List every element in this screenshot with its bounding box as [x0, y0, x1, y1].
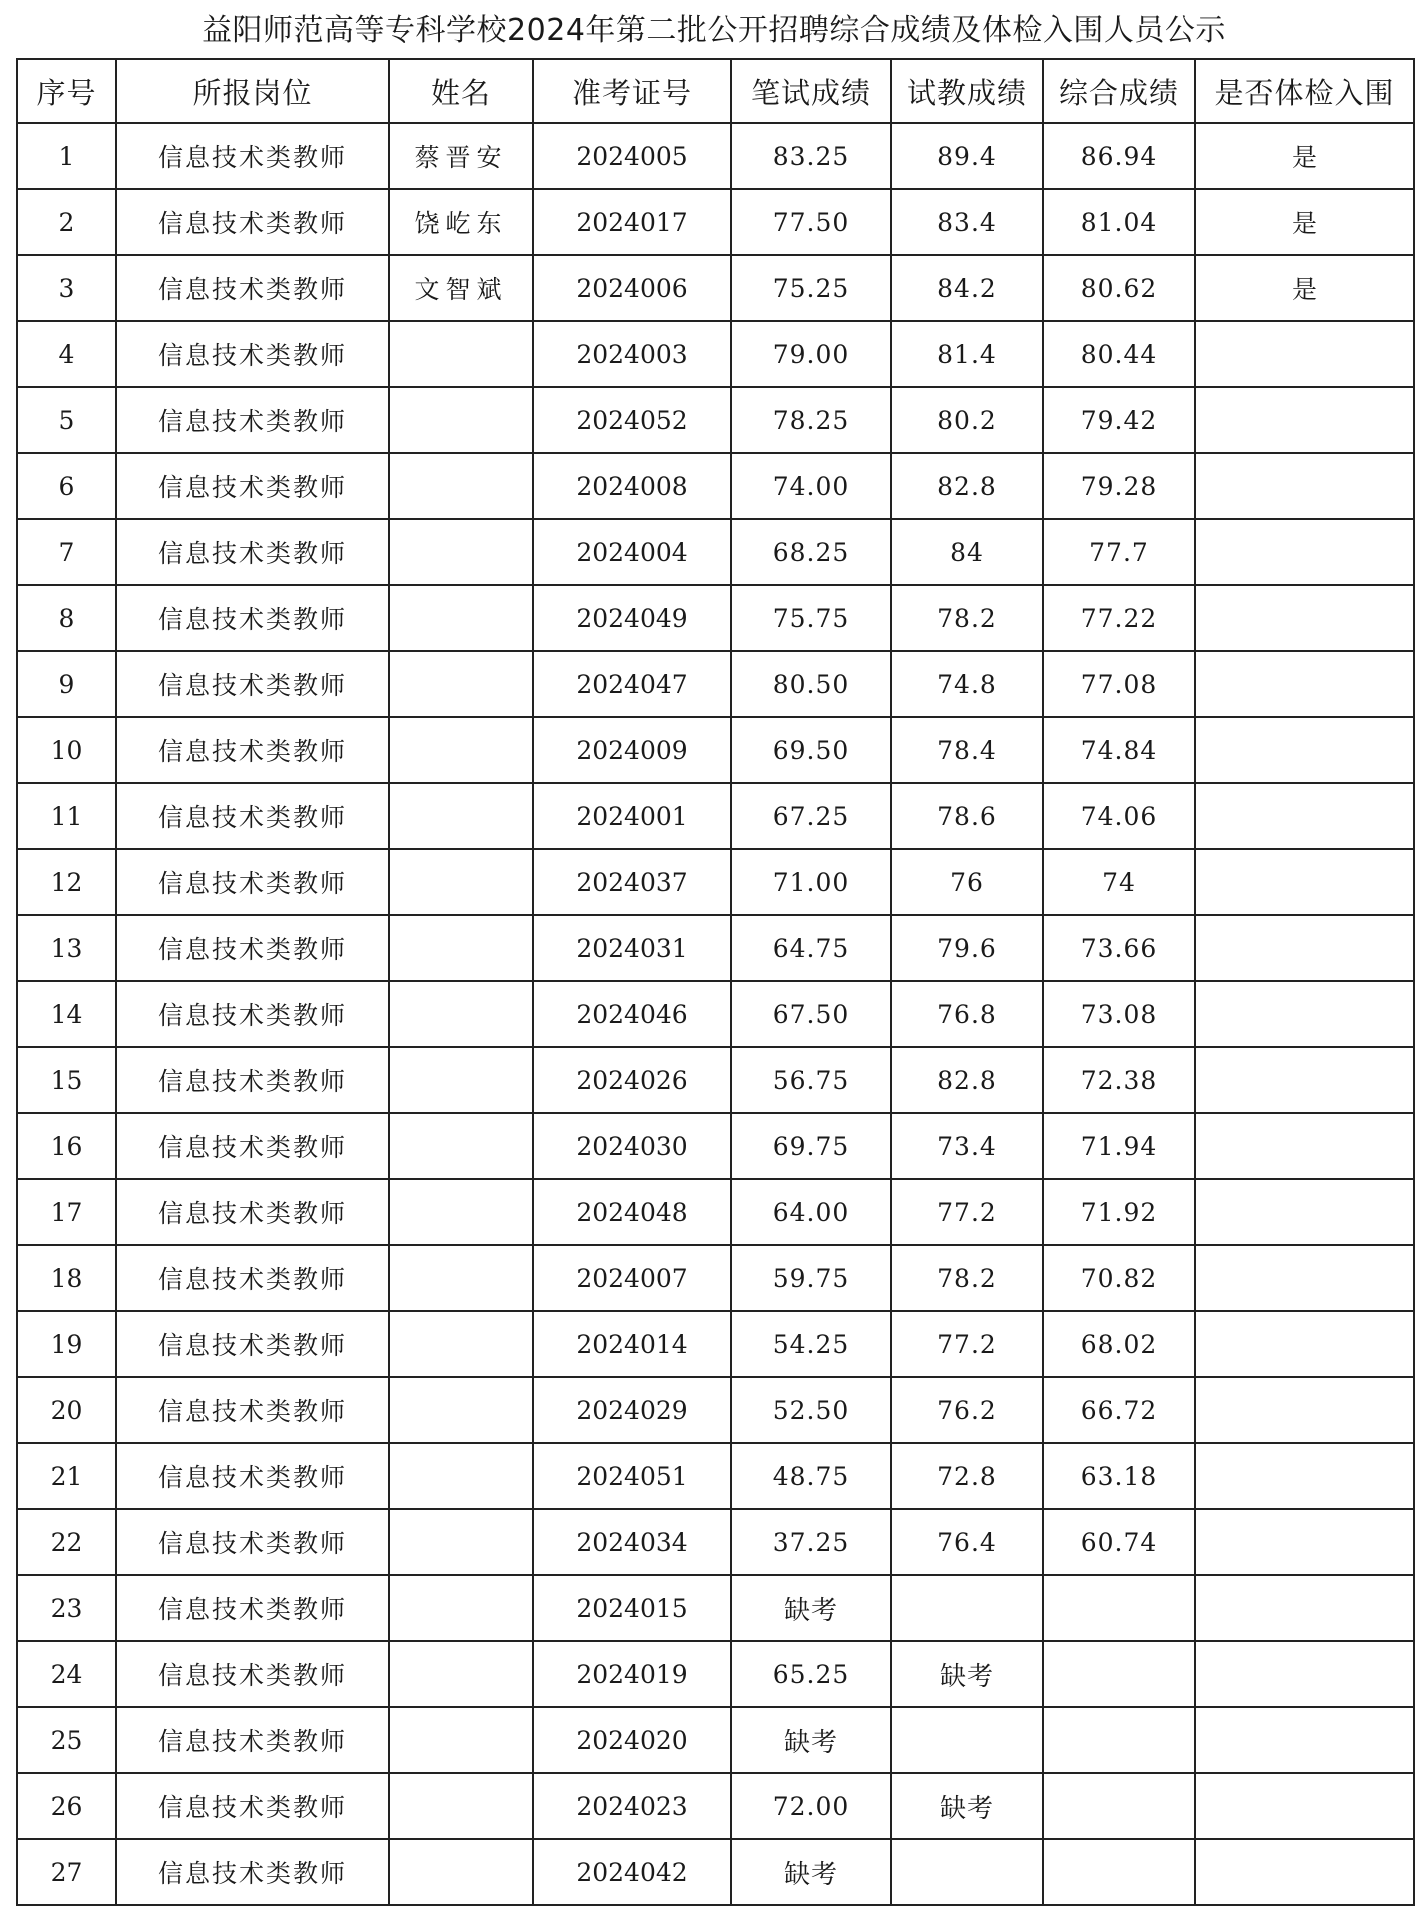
cell-written-score: 80.50	[731, 651, 891, 717]
cell-written-score: 52.50	[731, 1377, 891, 1443]
cell-serial-number: 4	[17, 321, 116, 387]
cell-position: 信息技术类教师	[116, 189, 389, 255]
cell-name	[389, 1575, 533, 1641]
cell-exam-id: 2024006	[533, 255, 731, 321]
cell-exam-id: 2024046	[533, 981, 731, 1047]
cell-composite-score: 86.94	[1043, 123, 1195, 189]
cell-serial-number: 9	[17, 651, 116, 717]
cell-composite-score: 73.66	[1043, 915, 1195, 981]
cell-exam-id: 2024014	[533, 1311, 731, 1377]
cell-teaching-score: 82.8	[891, 1047, 1043, 1113]
table-row	[17, 1839, 1414, 1905]
cell-composite-score: 74	[1043, 849, 1195, 915]
cell-physical-exam	[1195, 1509, 1414, 1575]
cell-position: 信息技术类教师	[116, 783, 389, 849]
cell-physical-exam	[1195, 1773, 1414, 1839]
cell-written-score: 37.25	[731, 1509, 891, 1575]
table-row	[17, 1443, 1414, 1509]
cell-composite-score: 80.44	[1043, 321, 1195, 387]
cell-composite-score	[1043, 1641, 1195, 1707]
cell-serial-number: 6	[17, 453, 116, 519]
cell-position: 信息技术类教师	[116, 1773, 389, 1839]
cell-name	[389, 453, 533, 519]
cell-serial-number: 23	[17, 1575, 116, 1641]
cell-composite-score: 70.82	[1043, 1245, 1195, 1311]
cell-composite-score: 77.08	[1043, 651, 1195, 717]
table-row	[17, 783, 1414, 849]
cell-physical-exam	[1195, 783, 1414, 849]
cell-serial-number: 24	[17, 1641, 116, 1707]
cell-position: 信息技术类教师	[116, 651, 389, 717]
table-row	[17, 651, 1414, 717]
cell-position: 信息技术类教师	[116, 1443, 389, 1509]
cell-serial-number: 16	[17, 1113, 116, 1179]
cell-name	[389, 849, 533, 915]
cell-name	[389, 783, 533, 849]
cell-composite-score: 74.84	[1043, 717, 1195, 783]
cell-serial-number: 13	[17, 915, 116, 981]
cell-position: 信息技术类教师	[116, 1245, 389, 1311]
header-exam-id: 准考证号	[533, 59, 731, 123]
table-row	[17, 1707, 1414, 1773]
cell-exam-id: 2024005	[533, 123, 731, 189]
cell-written-score: 64.00	[731, 1179, 891, 1245]
table-row	[17, 387, 1414, 453]
cell-teaching-score	[891, 1707, 1043, 1773]
cell-written-score: 65.25	[731, 1641, 891, 1707]
header-physical-exam: 是否体检入围	[1195, 59, 1414, 123]
cell-teaching-score: 78.4	[891, 717, 1043, 783]
cell-name	[389, 717, 533, 783]
table-row	[17, 1047, 1414, 1113]
cell-position: 信息技术类教师	[116, 255, 389, 321]
cell-exam-id: 2024048	[533, 1179, 731, 1245]
cell-composite-score: 60.74	[1043, 1509, 1195, 1575]
cell-physical-exam: 是	[1195, 189, 1414, 255]
cell-composite-score	[1043, 1707, 1195, 1773]
cell-position: 信息技术类教师	[116, 717, 389, 783]
cell-exam-id: 2024031	[533, 915, 731, 981]
cell-teaching-score: 76.4	[891, 1509, 1043, 1575]
cell-name	[389, 1707, 533, 1773]
cell-name	[389, 1773, 533, 1839]
cell-name	[389, 1245, 533, 1311]
cell-composite-score: 72.38	[1043, 1047, 1195, 1113]
cell-written-score: 64.75	[731, 915, 891, 981]
cell-written-score: 79.00	[731, 321, 891, 387]
cell-composite-score: 81.04	[1043, 189, 1195, 255]
cell-written-score: 78.25	[731, 387, 891, 453]
cell-position: 信息技术类教师	[116, 1839, 389, 1905]
cell-position: 信息技术类教师	[116, 519, 389, 585]
cell-composite-score: 71.92	[1043, 1179, 1195, 1245]
table-header-row	[17, 59, 1414, 123]
cell-position: 信息技术类教师	[116, 1509, 389, 1575]
table-row	[17, 1179, 1414, 1245]
cell-position: 信息技术类教师	[116, 1641, 389, 1707]
cell-teaching-score: 77.2	[891, 1311, 1043, 1377]
cell-composite-score	[1043, 1839, 1195, 1905]
cell-composite-score: 79.42	[1043, 387, 1195, 453]
cell-written-score: 缺考	[731, 1707, 891, 1773]
cell-written-score: 75.75	[731, 585, 891, 651]
table-row	[17, 981, 1414, 1047]
cell-teaching-score	[891, 1839, 1043, 1905]
cell-teaching-score: 79.6	[891, 915, 1043, 981]
cell-exam-id: 2024020	[533, 1707, 731, 1773]
cell-position: 信息技术类教师	[116, 1311, 389, 1377]
cell-written-score: 67.50	[731, 981, 891, 1047]
cell-written-score: 48.75	[731, 1443, 891, 1509]
cell-serial-number: 15	[17, 1047, 116, 1113]
cell-position: 信息技术类教师	[116, 849, 389, 915]
cell-composite-score	[1043, 1575, 1195, 1641]
cell-teaching-score: 76.8	[891, 981, 1043, 1047]
cell-serial-number: 20	[17, 1377, 116, 1443]
cell-physical-exam	[1195, 717, 1414, 783]
cell-serial-number: 19	[17, 1311, 116, 1377]
cell-position: 信息技术类教师	[116, 1113, 389, 1179]
cell-teaching-score: 84	[891, 519, 1043, 585]
cell-exam-id: 2024037	[533, 849, 731, 915]
cell-position: 信息技术类教师	[116, 1575, 389, 1641]
cell-exam-id: 2024017	[533, 189, 731, 255]
table-row	[17, 915, 1414, 981]
cell-exam-id: 2024052	[533, 387, 731, 453]
header-name: 姓名	[389, 59, 533, 123]
cell-written-score: 67.25	[731, 783, 891, 849]
cell-serial-number: 17	[17, 1179, 116, 1245]
cell-serial-number: 18	[17, 1245, 116, 1311]
cell-teaching-score: 89.4	[891, 123, 1043, 189]
cell-physical-exam	[1195, 1113, 1414, 1179]
cell-physical-exam: 是	[1195, 123, 1414, 189]
cell-teaching-score: 81.4	[891, 321, 1043, 387]
cell-teaching-score: 73.4	[891, 1113, 1043, 1179]
cell-serial-number: 14	[17, 981, 116, 1047]
cell-serial-number: 11	[17, 783, 116, 849]
cell-serial-number: 21	[17, 1443, 116, 1509]
cell-serial-number: 25	[17, 1707, 116, 1773]
table-row	[17, 453, 1414, 519]
cell-name	[389, 1641, 533, 1707]
cell-teaching-score: 80.2	[891, 387, 1043, 453]
cell-exam-id: 2024051	[533, 1443, 731, 1509]
cell-name	[389, 1047, 533, 1113]
table-row	[17, 519, 1414, 585]
cell-teaching-score: 72.8	[891, 1443, 1043, 1509]
cell-physical-exam	[1195, 453, 1414, 519]
cell-name: 文智斌	[389, 255, 533, 321]
cell-name	[389, 519, 533, 585]
cell-physical-exam	[1195, 519, 1414, 585]
table-row	[17, 585, 1414, 651]
cell-teaching-score: 84.2	[891, 255, 1043, 321]
cell-physical-exam	[1195, 1377, 1414, 1443]
cell-teaching-score: 74.8	[891, 651, 1043, 717]
cell-written-score: 72.00	[731, 1773, 891, 1839]
cell-composite-score: 79.28	[1043, 453, 1195, 519]
cell-teaching-score: 78.6	[891, 783, 1043, 849]
cell-exam-id: 2024019	[533, 1641, 731, 1707]
table-row	[17, 849, 1414, 915]
cell-physical-exam	[1195, 1575, 1414, 1641]
cell-composite-score: 77.7	[1043, 519, 1195, 585]
cell-written-score: 68.25	[731, 519, 891, 585]
cell-position: 信息技术类教师	[116, 1047, 389, 1113]
table-row	[17, 717, 1414, 783]
cell-physical-exam	[1195, 981, 1414, 1047]
table-row	[17, 189, 1414, 255]
cell-name	[389, 981, 533, 1047]
header-written-score: 笔试成绩	[731, 59, 891, 123]
cell-composite-score: 73.08	[1043, 981, 1195, 1047]
cell-name	[389, 1179, 533, 1245]
results-table	[16, 58, 1415, 1906]
cell-exam-id: 2024034	[533, 1509, 731, 1575]
cell-exam-id: 2024026	[533, 1047, 731, 1113]
cell-position: 信息技术类教师	[116, 453, 389, 519]
cell-position: 信息技术类教师	[116, 1377, 389, 1443]
document-title: 益阳师范高等专科学校2024年第二批公开招聘综合成绩及体检入围人员公示	[202, 13, 1226, 48]
cell-physical-exam	[1195, 1641, 1414, 1707]
header-serial-number: 序号	[17, 59, 116, 123]
cell-name	[389, 651, 533, 717]
cell-teaching-score: 76	[891, 849, 1043, 915]
table-row	[17, 1641, 1414, 1707]
cell-physical-exam	[1195, 849, 1414, 915]
cell-exam-id: 2024029	[533, 1377, 731, 1443]
cell-physical-exam	[1195, 1707, 1414, 1773]
cell-serial-number: 12	[17, 849, 116, 915]
cell-physical-exam	[1195, 1839, 1414, 1905]
cell-written-score: 77.50	[731, 189, 891, 255]
table-row	[17, 321, 1414, 387]
table-row	[17, 1575, 1414, 1641]
cell-exam-id: 2024004	[533, 519, 731, 585]
cell-written-score: 缺考	[731, 1839, 891, 1905]
cell-physical-exam	[1195, 387, 1414, 453]
cell-exam-id: 2024007	[533, 1245, 731, 1311]
header-teaching-score: 试教成绩	[891, 59, 1043, 123]
cell-composite-score	[1043, 1773, 1195, 1839]
cell-written-score: 59.75	[731, 1245, 891, 1311]
cell-written-score: 69.50	[731, 717, 891, 783]
cell-exam-id: 2024003	[533, 321, 731, 387]
table-row	[17, 123, 1414, 189]
cell-serial-number: 5	[17, 387, 116, 453]
cell-exam-id: 2024015	[533, 1575, 731, 1641]
cell-teaching-score: 76.2	[891, 1377, 1043, 1443]
cell-name	[389, 387, 533, 453]
table-row	[17, 1773, 1414, 1839]
cell-exam-id: 2024047	[533, 651, 731, 717]
table-row	[17, 255, 1414, 321]
cell-physical-exam	[1195, 915, 1414, 981]
cell-name	[389, 1311, 533, 1377]
cell-name: 蔡晋安	[389, 123, 533, 189]
cell-position: 信息技术类教师	[116, 585, 389, 651]
cell-teaching-score: 77.2	[891, 1179, 1043, 1245]
cell-name	[389, 915, 533, 981]
cell-written-score: 缺考	[731, 1575, 891, 1641]
cell-serial-number: 27	[17, 1839, 116, 1905]
cell-composite-score: 74.06	[1043, 783, 1195, 849]
cell-composite-score: 77.22	[1043, 585, 1195, 651]
cell-exam-id: 2024042	[533, 1839, 731, 1905]
table-body	[17, 123, 1414, 1905]
cell-teaching-score: 82.8	[891, 453, 1043, 519]
cell-physical-exam	[1195, 1245, 1414, 1311]
table-row	[17, 1377, 1414, 1443]
table-row	[17, 1245, 1414, 1311]
cell-written-score: 71.00	[731, 849, 891, 915]
cell-physical-exam	[1195, 321, 1414, 387]
cell-name	[389, 1509, 533, 1575]
cell-position: 信息技术类教师	[116, 321, 389, 387]
cell-position: 信息技术类教师	[116, 1179, 389, 1245]
cell-composite-score: 71.94	[1043, 1113, 1195, 1179]
cell-serial-number: 22	[17, 1509, 116, 1575]
table-row	[17, 1311, 1414, 1377]
cell-name: 饶屹东	[389, 189, 533, 255]
cell-name	[389, 1113, 533, 1179]
cell-written-score: 74.00	[731, 453, 891, 519]
cell-exam-id: 2024001	[533, 783, 731, 849]
cell-position: 信息技术类教师	[116, 915, 389, 981]
cell-position: 信息技术类教师	[116, 1707, 389, 1773]
cell-written-score: 54.25	[731, 1311, 891, 1377]
cell-physical-exam: 是	[1195, 255, 1414, 321]
cell-physical-exam	[1195, 1443, 1414, 1509]
cell-teaching-score: 缺考	[891, 1641, 1043, 1707]
header-position: 所报岗位	[116, 59, 389, 123]
cell-position: 信息技术类教师	[116, 123, 389, 189]
cell-written-score: 56.75	[731, 1047, 891, 1113]
cell-name	[389, 1377, 533, 1443]
cell-exam-id: 2024008	[533, 453, 731, 519]
cell-exam-id: 2024030	[533, 1113, 731, 1179]
cell-exam-id: 2024009	[533, 717, 731, 783]
cell-physical-exam	[1195, 651, 1414, 717]
cell-serial-number: 7	[17, 519, 116, 585]
cell-teaching-score: 83.4	[891, 189, 1043, 255]
cell-physical-exam	[1195, 585, 1414, 651]
cell-physical-exam	[1195, 1179, 1414, 1245]
cell-serial-number: 8	[17, 585, 116, 651]
cell-composite-score: 63.18	[1043, 1443, 1195, 1509]
cell-serial-number: 10	[17, 717, 116, 783]
cell-name	[389, 1839, 533, 1905]
cell-serial-number: 2	[17, 189, 116, 255]
header-composite-score: 综合成绩	[1043, 59, 1195, 123]
cell-teaching-score: 78.2	[891, 1245, 1043, 1311]
cell-name	[389, 1443, 533, 1509]
cell-serial-number: 3	[17, 255, 116, 321]
cell-written-score: 69.75	[731, 1113, 891, 1179]
cell-name	[389, 321, 533, 387]
cell-name	[389, 585, 533, 651]
cell-teaching-score: 缺考	[891, 1773, 1043, 1839]
cell-position: 信息技术类教师	[116, 387, 389, 453]
table-row	[17, 1509, 1414, 1575]
cell-composite-score: 68.02	[1043, 1311, 1195, 1377]
cell-composite-score: 66.72	[1043, 1377, 1195, 1443]
cell-exam-id: 2024049	[533, 585, 731, 651]
table-row	[17, 1113, 1414, 1179]
cell-physical-exam	[1195, 1311, 1414, 1377]
cell-position: 信息技术类教师	[116, 981, 389, 1047]
cell-physical-exam	[1195, 1047, 1414, 1113]
cell-teaching-score	[891, 1575, 1043, 1641]
cell-exam-id: 2024023	[533, 1773, 731, 1839]
cell-serial-number: 1	[17, 123, 116, 189]
cell-teaching-score: 78.2	[891, 585, 1043, 651]
cell-written-score: 75.25	[731, 255, 891, 321]
cell-composite-score: 80.62	[1043, 255, 1195, 321]
cell-written-score: 83.25	[731, 123, 891, 189]
cell-serial-number: 26	[17, 1773, 116, 1839]
